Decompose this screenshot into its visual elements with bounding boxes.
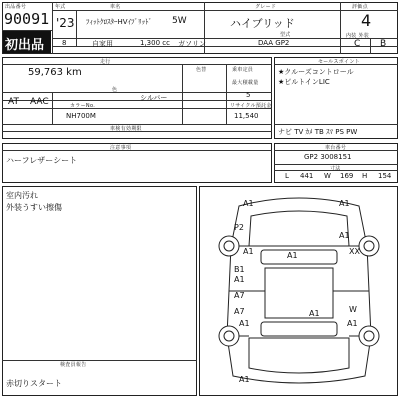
wheel-rear-right — [359, 326, 379, 346]
color-no-label: 色替 — [196, 67, 207, 73]
damage-code: A7 — [234, 291, 245, 300]
damage-code: B1 — [234, 265, 245, 274]
grade-label: グレード — [255, 4, 277, 10]
car-damage-diagram — [199, 186, 398, 396]
usage-value: 自家用 — [92, 40, 113, 48]
damage-code: A1 — [234, 275, 245, 284]
damage-code: A1 — [339, 231, 350, 240]
recycle-value: 11,540 — [234, 112, 259, 120]
length-value: 441 — [300, 172, 314, 180]
model-value: ﾌｨｯﾄｸﾛｽﾀｰHVｲﾌﾞﾘｯﾄﾞ — [86, 18, 153, 26]
displacement-value: 1,300 cc — [140, 39, 170, 47]
interior-score: C — [354, 39, 361, 49]
transmission-value: AT — [8, 97, 19, 107]
damage-code: A1 — [347, 319, 358, 328]
month-value: 8 — [62, 39, 67, 47]
report-section-label: 検査員報告 — [60, 362, 87, 368]
damage-code: A1 — [243, 199, 254, 208]
equipment-label: セールスポイント — [318, 59, 360, 65]
damage-code: A1 — [339, 199, 350, 208]
length-prefix: L — [285, 172, 289, 180]
recycle-label: リサイクル預託金 — [230, 103, 272, 109]
width-value: 169 — [340, 172, 354, 180]
load-label: 最大積載量 — [232, 80, 259, 86]
model-code-label: 型式 — [280, 32, 291, 38]
color-label: 色 — [112, 87, 118, 93]
score-label: 評価点 — [352, 4, 368, 10]
year-value: '23 — [56, 16, 75, 30]
equipment-item-2: ★ビルトインLIC — [278, 78, 330, 86]
chassis-number: GP2 3008151 — [304, 153, 352, 161]
mileage-label: 走行 — [100, 59, 111, 65]
interior-exterior-label: 内装 外装 — [346, 33, 370, 39]
damage-code: A1 — [287, 251, 298, 260]
seats-value: 5 — [246, 91, 251, 99]
chassis-label: 車台番号 — [325, 145, 347, 151]
equipment-item-1: ★クルーズコントロール — [278, 68, 354, 76]
exterior-score: B — [380, 39, 387, 49]
option-list: ナビ TV ｶﾒ TB ｽﾏ PS PW — [278, 128, 358, 136]
seats-label: 乗車定員 — [232, 67, 254, 73]
lot-number: 90091 — [4, 10, 50, 28]
grade-value: ハイブリッド — [230, 17, 295, 30]
inspector-line-2: 外装うすい擦傷 — [6, 203, 62, 212]
damage-code: A1 — [243, 247, 254, 256]
damage-code: A1 — [309, 309, 320, 318]
lot-label: 出品番号 — [5, 4, 27, 10]
shaken-label: 車検有効期限 — [110, 126, 142, 132]
wheel-front-left — [219, 236, 239, 256]
model-code-value: DAA GP2 — [258, 39, 290, 47]
inspector-line-1: 室内汚れ — [6, 191, 38, 200]
first-listing-label: 初出品 — [5, 38, 45, 53]
damage-code: XX — [349, 247, 360, 256]
score-value: 4 — [361, 11, 372, 30]
ac-value: AAC — [30, 97, 49, 107]
damage-code: P2 — [234, 223, 244, 232]
model-label: 車名 — [110, 4, 121, 10]
notes-label: 注意事項 — [110, 145, 132, 151]
doors-value: 5W — [172, 16, 187, 26]
size-label: 寸法 — [330, 166, 341, 172]
mileage-value: 59,763 km — [28, 67, 82, 78]
damage-code: A1 — [239, 375, 250, 384]
width-prefix: W — [324, 172, 331, 180]
inspector-panel — [2, 186, 197, 396]
damage-code: A7 — [234, 307, 245, 316]
height-prefix: H — [362, 172, 368, 180]
year-label: 年式 — [55, 4, 66, 10]
color-value: シルバー — [140, 94, 168, 102]
fuel-value: ガソリン — [178, 40, 206, 48]
footer-text: 赤切りスタート — [6, 379, 62, 388]
wheel-front-right — [359, 236, 379, 256]
damage-code: A1 — [239, 319, 250, 328]
color-code-label: カラーNo. — [70, 103, 96, 109]
damage-code: W — [349, 305, 357, 314]
color-code-value: NH700M — [66, 112, 96, 120]
wheel-rear-left — [219, 326, 239, 346]
height-value: 154 — [378, 172, 392, 180]
notes-text: ハーフレザーシート — [6, 156, 78, 165]
